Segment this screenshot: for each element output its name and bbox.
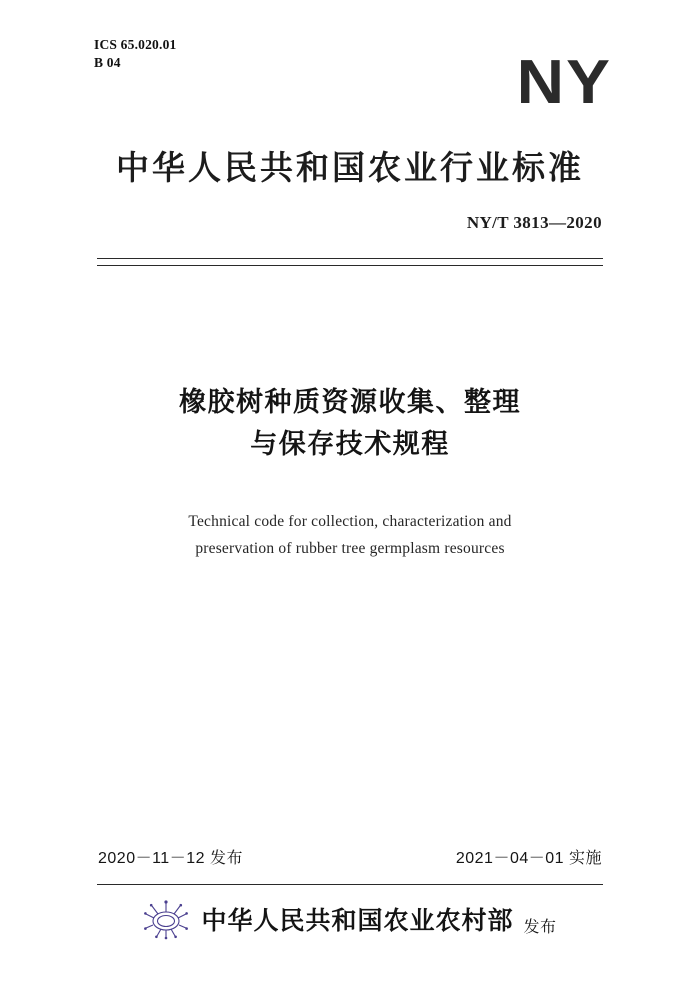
- ics-block: [94, 36, 177, 72]
- ny-mark: NY: [516, 48, 612, 117]
- document-subtitle-line-2: preservation of rubber tree germplasm resources: [195, 540, 505, 558]
- divider-top-second: [97, 265, 603, 266]
- standard-number-value: NY/T 3813—2020: [466, 213, 602, 232]
- document-subtitle-english: [0, 508, 700, 562]
- release-date: 2020－11－12 发布: [98, 850, 243, 867]
- issuer-row: [0, 898, 700, 940]
- issuer-verb: 发布: [523, 919, 557, 936]
- document-title-line-2: 与保存技术规程: [250, 428, 450, 459]
- divider-footer: [97, 884, 603, 885]
- document-title: [0, 382, 700, 466]
- national-emblem-icon: [143, 898, 189, 940]
- document-title-line-1: 橡胶树种质资源收集、整理: [179, 387, 521, 417]
- standard-number: [467, 213, 602, 233]
- effective-date: 2021－04－01 实施: [455, 850, 602, 867]
- divider-top: [97, 258, 603, 259]
- classification-code: B 04: [94, 55, 121, 71]
- ics-code: ICS 65.020.01: [94, 37, 177, 52]
- issuing-authority-title: 中华人民共和国农业行业标准: [116, 149, 584, 186]
- document-subtitle-line-1: Technical code for collection, characterization and: [188, 513, 512, 530]
- issuer-name: 中华人民共和国农业农村部: [201, 907, 514, 935]
